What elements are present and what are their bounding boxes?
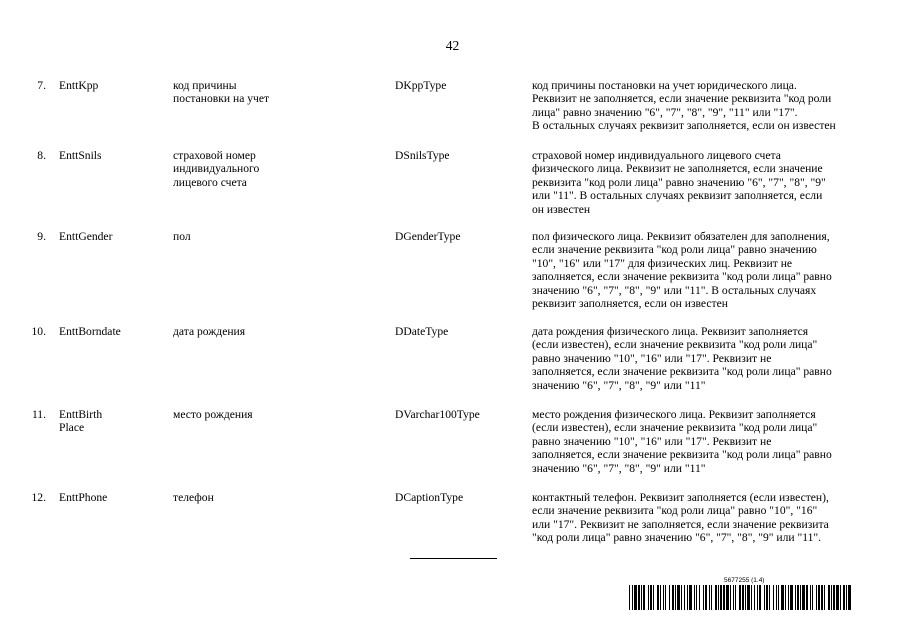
element-description: место рождения (173, 408, 253, 421)
element-comment: пол физического лица. Реквизит обязателен для заполнения, если значение реквизита "код роли лица" равно значению "10", "16" или "17" для физических лиц. Реквизит не заполняется, если значение реквизита "код роли лица" равно значению "6", "7", "8", "9" или "11". В остальных случаях реквизит заполняется, если он известен (532, 230, 832, 311)
barcode-bar (836, 585, 839, 610)
barcode-bar (751, 585, 752, 610)
element-comment: страховой номер индивидуального лицевого счета физического лица. Реквизит не заполняется, если значение реквизита "код роли лица" равно значению "6", "7", "8", "9" или "11". В остальных случаях реквизит заполняется, если он известен (532, 149, 826, 216)
barcode-bar (657, 585, 659, 610)
element-description: код причины постановки на учет (173, 79, 270, 106)
barcode-bar (810, 585, 811, 610)
barcode-bar (840, 585, 841, 610)
barcode-bar (665, 585, 666, 610)
barcode-bar (800, 585, 801, 610)
barcode-bar (759, 585, 761, 610)
barcode-bar (785, 585, 786, 610)
barcode-bar (699, 585, 700, 610)
barcode-bar (648, 585, 649, 610)
element-description: страховой номер индивидуального лицевого счета (173, 149, 260, 189)
barcode-bar (718, 585, 719, 610)
element-name: EnttKpp (59, 79, 99, 92)
row-number: 7. (37, 79, 46, 92)
page-number: 42 (445, 38, 460, 53)
element-name: EnttGender (59, 230, 113, 243)
barcode-bar (641, 585, 642, 610)
element-comment: код причины постановки на учет юридического лица. Реквизит не заполняется, если значение реквизита "код роли лица" равно значению "6", "7", "8", "9", "11" или "17". В остальных случаях реквизит заполняется, если он известен (532, 79, 836, 133)
barcode-bar (757, 585, 758, 610)
barcode-bar (689, 585, 692, 610)
barcode-bar (806, 585, 808, 610)
barcode-bar (638, 585, 640, 610)
barcode-bar (821, 585, 823, 610)
barcode-bar (720, 585, 722, 610)
barcode-label: 5677255 (1.4) (724, 577, 765, 584)
barcode-bar (705, 585, 707, 610)
barcode-bar (677, 585, 680, 610)
element-type: DKppType (395, 79, 447, 92)
element-comment: место рождения физического лица. Реквизит заполняется (если известен), если значение реквизита "код роли лица" равно значению "10", "16" или "17". Реквизит не заполняется, если значение реквизита "код роли лица" равно значению "6", "7", "8", "9" или "11" (532, 408, 832, 475)
element-type: DSnilsType (395, 149, 450, 162)
barcode-bar (781, 585, 784, 610)
barcode-bar (653, 585, 654, 610)
barcode-bar (754, 585, 755, 610)
barcode-bar (831, 585, 832, 610)
element-type: DGenderType (395, 230, 461, 243)
row-number: 12. (31, 491, 46, 504)
barcode-bar (726, 585, 729, 610)
barcode-bar (764, 585, 765, 610)
element-type: DVarchar100Type (395, 408, 480, 421)
barcode-bar (797, 585, 799, 610)
element-type: DCaptionType (395, 491, 464, 504)
barcode-image (629, 585, 851, 610)
barcode-bar (812, 585, 813, 610)
barcode-bar (769, 585, 770, 610)
barcode-bar (776, 585, 777, 610)
barcode-bar (795, 585, 796, 610)
barcode-bar (848, 585, 851, 610)
barcode-bar (773, 585, 774, 610)
element-type: DDateType (395, 325, 449, 338)
barcode-bar (684, 585, 685, 610)
element-name: EnttPhone (59, 491, 108, 504)
row-number: 10. (31, 325, 46, 338)
barcode-bar (790, 585, 793, 610)
barcode-bar (739, 585, 741, 610)
row-number: 11. (31, 408, 46, 421)
element-name: EnttSnils (59, 149, 102, 162)
barcode-bar (703, 585, 704, 610)
barcode-bar (632, 585, 633, 610)
barcode-bar (816, 585, 817, 610)
barcode-bar (846, 585, 847, 610)
barcode-bar (843, 585, 845, 610)
barcode-bar (634, 585, 637, 610)
row-number: 8. (37, 149, 46, 162)
barcode-bar (766, 585, 768, 610)
barcode-bar (687, 585, 688, 610)
row-number: 9. (37, 230, 46, 243)
barcode-bar (660, 585, 661, 610)
barcode-bar (788, 585, 789, 610)
barcode-bar (672, 585, 674, 610)
barcode-bar (669, 585, 670, 610)
barcode-bar (629, 585, 630, 610)
footnote-rule (410, 558, 497, 559)
barcode-bar (828, 585, 830, 610)
barcode-bar (723, 585, 725, 610)
barcode-bar (696, 585, 697, 610)
barcode-bar (802, 585, 805, 610)
barcode-bar (745, 585, 746, 610)
element-comment: контактный телефон. Реквизит заполняется (если известен), если значение реквизита "код роли лица" равно "10", "16" или "17". Реквизит не заполняется, если значение реквизита "код роли лица" равно значению "6", "7", "8", "9" или "11". (532, 491, 829, 545)
element-description: дата рождения (173, 325, 246, 338)
element-description: пол (173, 230, 191, 243)
barcode-bar (818, 585, 820, 610)
element-name: EnttBirth Place (59, 408, 103, 435)
barcode-bar (730, 585, 731, 610)
barcode-bar (675, 585, 676, 610)
element-description: телефон (173, 491, 214, 504)
barcode-bar (694, 585, 695, 610)
barcode-bar (778, 585, 779, 610)
barcode-bar (742, 585, 744, 610)
barcode-bar (681, 585, 682, 610)
barcode-bar (747, 585, 750, 610)
barcode-bar (650, 585, 652, 610)
barcode-bar (833, 585, 835, 610)
element-comment: дата рождения физического лица. Реквизит заполняется (если известен), если значение реквизита "код роли лица" равно значению "10", "16" или "17". Реквизит не заполняется, если значение реквизита "код роли лица" равно значению "6", "7", "8", "9" или "11" (532, 325, 832, 392)
barcode-bar (824, 585, 825, 610)
element-name: EnttBorndate (59, 325, 121, 338)
barcode-bar (735, 585, 736, 610)
barcode-bar (709, 585, 710, 610)
barcode-bar (663, 585, 664, 610)
barcode-bar (733, 585, 734, 610)
barcode-bar (715, 585, 717, 610)
barcode-block (629, 577, 851, 610)
barcode-bar (711, 585, 712, 610)
barcode-bar (643, 585, 645, 610)
